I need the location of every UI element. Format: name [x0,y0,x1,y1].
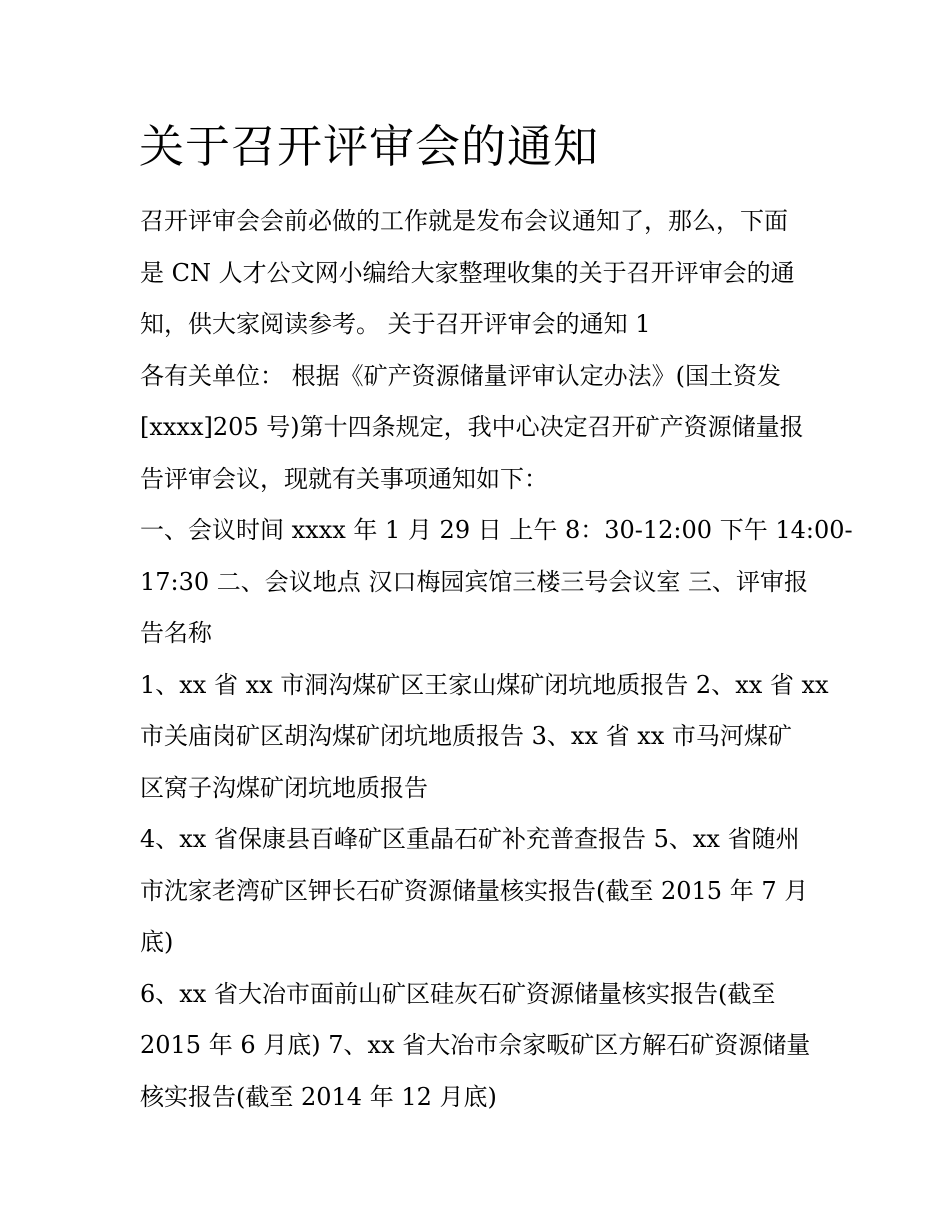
body-line: 知，供大家阅读参考。 关于召开评审会的通知 1 [140,310,651,338]
body-line: 告评审会议，现就有关事项通知如下： [140,464,548,493]
body-line: 底) [140,928,174,956]
body-line: 召开评审会会前必做的工作就是发布会议通知了，那么，下面 [140,207,788,235]
body-line: 各有关单位： 根据《矿产资源储量评审认定办法》(国土资发 [140,361,781,390]
body-line: 市关庙岗矿区胡沟煤矿闭坑地质报告 3、xx 省 xx 市马河煤矿 [140,722,792,750]
document-title: 关于召开评审会的通知 [139,120,600,173]
body-line: 一、会议时间 xxxx 年 1 月 29 日 上午 8：30-12:00 下午 14:00- [140,516,853,544]
body-line: 市沈家老湾矿区钾长石矿资源储量核实报告(截至 2015 年 7 月 [140,876,809,905]
body-line: [xxxx]205 号)第十四条规定，我中心决定召开矿产资源储量报 [140,413,804,441]
body-line: 区窝子沟煤矿闭坑地质报告 [140,773,428,802]
document-body [140,196,853,1123]
body-line: 4、xx 省保康县百峰矿区重晶石矿补充普查报告 5、xx 省随州 [140,825,800,853]
body-line: 2015 年 6 月底) 7、xx 省大冶市佘家畈矿区方解石矿资源储量 [140,1031,811,1059]
body-line: 告名称 [140,619,212,647]
body-line: 6、xx 省大冶市面前山矿区硅灰石矿资源储量核实报告(截至 [140,979,776,1008]
body-line: 1、xx 省 xx 市洞沟煤矿区王家山煤矿闭坑地质报告 2、xx 省 xx [140,670,829,699]
body-line: 是 CN 人才公文网小编给大家整理收集的关于召开评审会的通 [140,258,795,287]
body-line: 17:30 二、会议地点 汉口梅园宾馆三楼三号会议室 三、评审报 [140,567,809,596]
body-line: 核实报告(截至 2014 年 12 月底) [140,1082,497,1111]
